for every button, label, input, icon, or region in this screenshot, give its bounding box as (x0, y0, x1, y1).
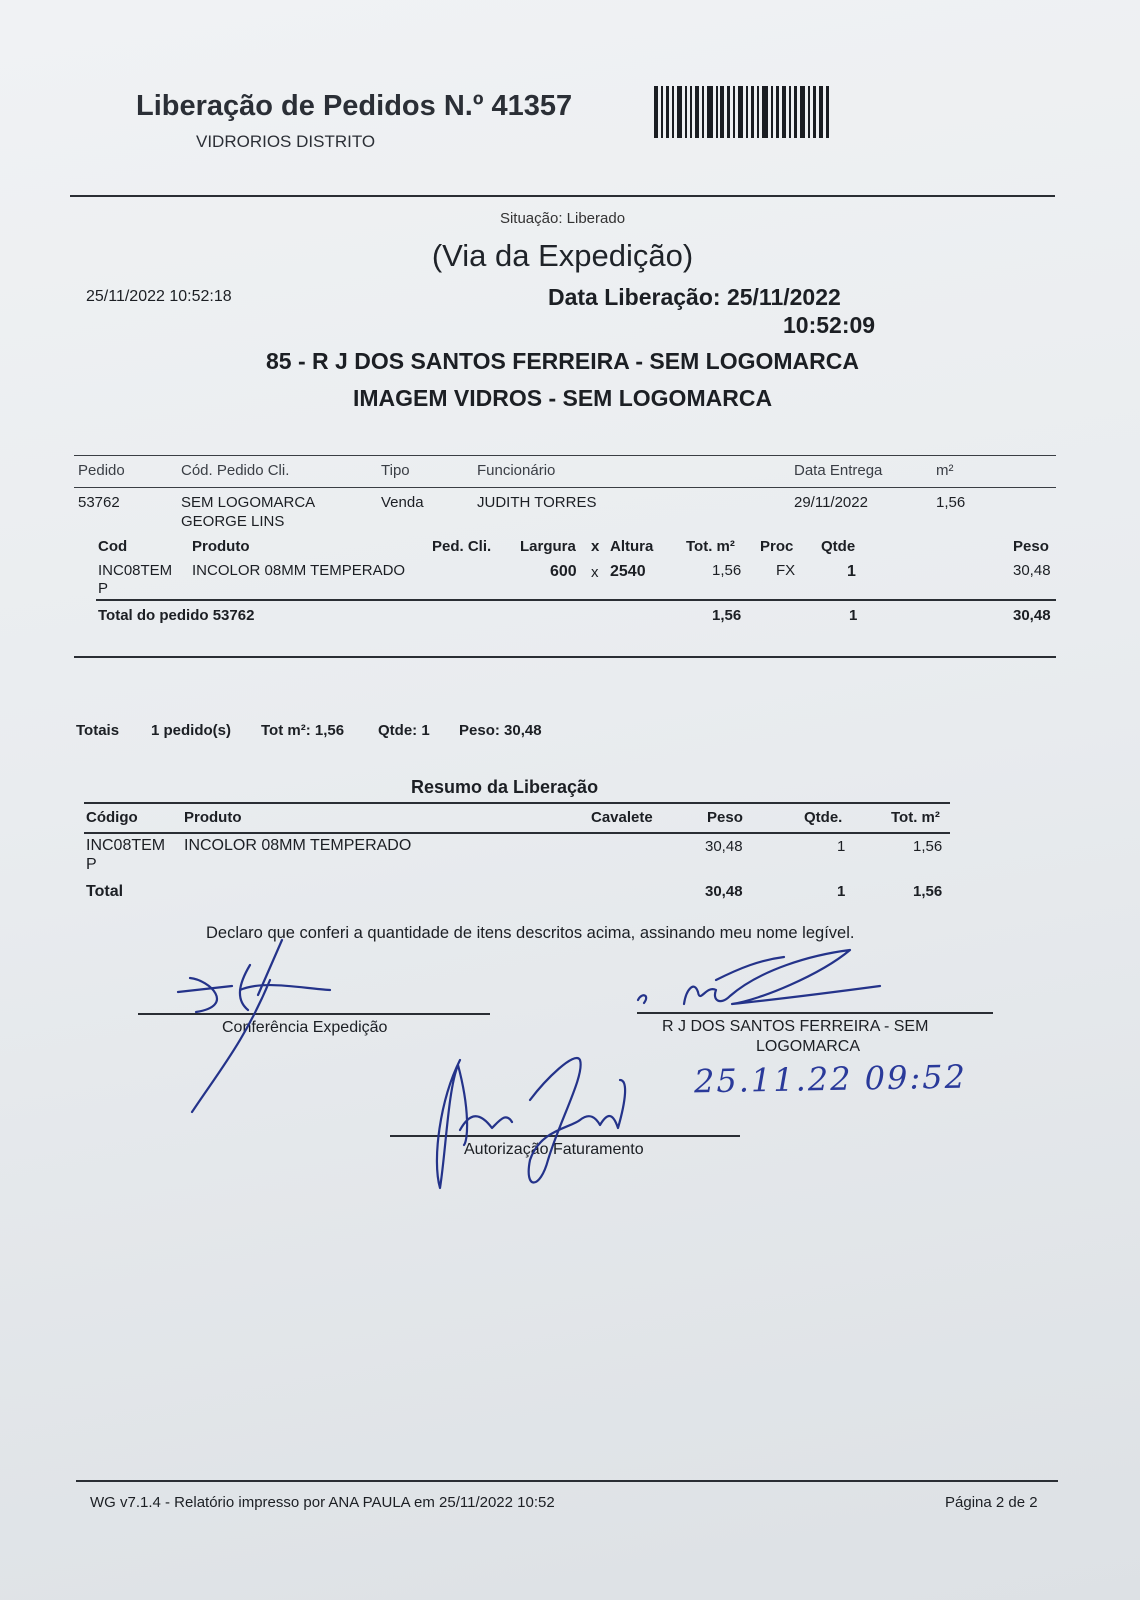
item-tot-m2: 1,56 (712, 562, 742, 579)
summary-title: Resumo da Liberação (411, 777, 599, 797)
summary-total-qtde: 1 (837, 883, 846, 900)
item-qtde: 1 (847, 563, 856, 580)
order-total-peso: 30,48 (1013, 607, 1051, 624)
item-x: x (591, 564, 599, 581)
order-type: Venda (381, 494, 424, 511)
totals-m2: Tot m²: 1,56 (261, 722, 345, 739)
footer-printed-by: WG v7.1.4 - Relatório impresso por ANA PAULA em 25/11/2022 10:52 (90, 1494, 555, 1511)
copy-type: (Via da Expedição) (431, 238, 694, 273)
totals-pedidos: 1 pedido(s) (151, 722, 232, 739)
handwritten-date: 25.11.22 09:52 (693, 1057, 968, 1101)
col-header-tipo: Tipo (381, 462, 410, 479)
signature-label-client-line2: LOGOMARCA (756, 1038, 861, 1055)
item-header-altura: Altura (610, 538, 654, 555)
col-header-m2: m² (936, 462, 954, 479)
employee-name: JUDITH TORRES (477, 494, 597, 511)
summary-header-tot-m2: Tot. m² (891, 809, 940, 826)
client-order-code-line2: GEORGE LINS (181, 513, 285, 530)
item-header-cod: Cod (98, 538, 128, 555)
item-peso: 30,48 (1013, 562, 1051, 579)
totals-qtde: Qtde: 1 (378, 722, 430, 739)
summary-header-cavalete: Cavalete (591, 809, 653, 826)
item-header-tot-m2: Tot. m² (686, 538, 735, 555)
signature-label-conferencia: Conferência Expedição (222, 1019, 388, 1036)
summary-row-qtde: 1 (837, 838, 846, 855)
client-name: 85 - R J DOS SANTOS FERREIRA - SEM LOGOMARCA (266, 348, 859, 374)
summary-header-codigo: Código (86, 809, 138, 826)
status-text: Situação: Liberado (499, 210, 626, 227)
order-total-qtde: 1 (849, 607, 858, 624)
item-largura: 600 (550, 563, 577, 580)
footer-page-number: Página 2 de 2 (945, 1494, 1038, 1511)
totals-label: Totais (76, 722, 120, 739)
item-product: INCOLOR 08MM TEMPERADO (192, 562, 406, 579)
client-order-code: SEM LOGOMARCA (181, 494, 316, 511)
summary-row-code-line2: P (86, 856, 97, 873)
order-total-label: Total do pedido 53762 (98, 607, 255, 624)
company-name: VIDRORIOS DISTRITO (196, 132, 376, 151)
summary-header-produto: Produto (184, 809, 242, 826)
summary-row-code: INC08TEM (86, 837, 166, 854)
summary-row-peso: 30,48 (705, 838, 743, 855)
summary-total-peso: 30,48 (705, 883, 743, 900)
summary-total-label: Total (86, 883, 124, 900)
col-header-funcionario: Funcionário (477, 462, 556, 479)
item-header-peso: Peso (1013, 538, 1049, 555)
signature-label-autorizacao: Autorização Faturamento (464, 1141, 644, 1158)
order-m2: 1,56 (936, 494, 966, 511)
declaration-text: Declaro que conferi a quantidade de itens descritos acima, assinando meu nome legível. (206, 924, 855, 942)
totals-peso: Peso: 30,48 (459, 722, 542, 739)
delivery-date: 29/11/2022 (794, 494, 868, 511)
item-header-qtde: Qtde (821, 538, 856, 555)
item-proc: FX (776, 562, 796, 579)
signature-label-client: R J DOS SANTOS FERREIRA - SEM (662, 1018, 929, 1035)
col-header-data-entrega: Data Entrega (794, 462, 883, 479)
client-name-secondary: IMAGEM VIDROS - SEM LOGOMARCA (352, 385, 773, 411)
signature-autorizacao (437, 1058, 625, 1188)
summary-total-tot-m2: 1,56 (913, 883, 943, 900)
signature-client (638, 950, 880, 1004)
item-header-produto: Produto (192, 538, 250, 555)
summary-header-qtde: Qtde. (804, 809, 843, 826)
col-header-cod-pedido-cli: Cód. Pedido Cli. (181, 462, 290, 479)
order-number: 53762 (78, 494, 120, 511)
summary-row-tot-m2: 1,56 (913, 838, 943, 855)
summary-header-peso: Peso (707, 809, 743, 826)
item-header-proc: Proc (760, 538, 794, 555)
document-title: Liberação de Pedidos N.º 41357 (136, 90, 573, 122)
release-date: Data Liberação: 25/11/2022 (548, 284, 841, 310)
order-total-m2: 1,56 (712, 607, 742, 624)
col-header-pedido: Pedido (78, 462, 125, 479)
item-header-ped-cli: Ped. Cli. (432, 538, 492, 555)
item-altura: 2540 (610, 563, 646, 580)
signature-conferencia (178, 940, 330, 1112)
item-header-x: x (591, 538, 600, 555)
release-time: 10:52:09 (783, 312, 876, 338)
item-code: INC08TEM (98, 562, 173, 579)
summary-row-product: INCOLOR 08MM TEMPERADO (184, 837, 412, 854)
footer-rule (76, 1480, 1058, 1482)
item-header-largura: Largura (520, 538, 576, 555)
print-timestamp: 25/11/2022 10:52:18 (86, 288, 232, 305)
item-code-line2: P (98, 580, 109, 597)
